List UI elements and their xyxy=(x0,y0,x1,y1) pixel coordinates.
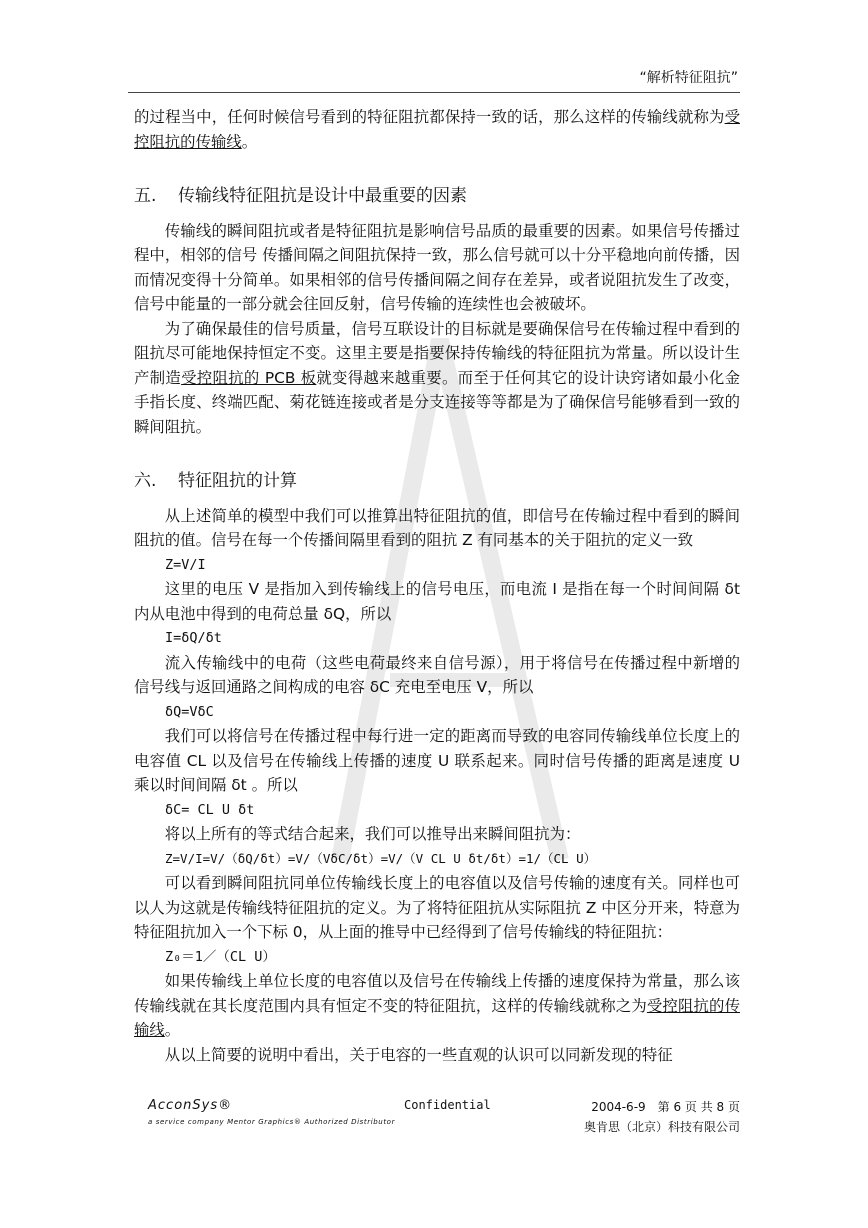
paragraph: 这里的电压 V 是指加入到传输线上的信号电压，而电流 I 是指在每一个时间间隔 δt 内从电池中得到的电荷总量 δQ，所以 xyxy=(134,580,740,623)
company-logo: AcconSys® xyxy=(148,1098,233,1113)
page-footer xyxy=(134,1098,740,1138)
section-title: 传输线特征阻抗是设计中最重要的因素 xyxy=(178,186,467,206)
paragraph: 我们可以将信号在传播过程中每行进一定的距离而导致的电容同传输线单位长度上的电容值 CL 以及信号在传输线上传播的速度 U 联系起来。同时信号传播的距离是速度 U 乘以时间间隔 δt 。所以 xyxy=(134,727,740,794)
header-divider xyxy=(128,92,740,93)
equation: I=δQ/δt xyxy=(165,630,222,646)
paragraph: 传输线的瞬间阻抗或者是特征阻抗是影响信号品质的最重要的因素。如果信号传播过程中，相邻的信号 传播间隔之间阻抗保持一致，那么信号就可以十分平稳地向前传播，因而情况变得十分简单。如果相邻的信号传播间隔之间存在差异，或者说阻抗发生了改变，信号中能量的一部分就会往回反射，信号传输的连续性也会被破坏。 xyxy=(134,221,740,313)
text: 。 xyxy=(164,1021,181,1039)
paragraph: 可以看到瞬间阻抗同单位传输线长度上的电容值以及信号传输的速度有关。同样也可以人为这就是传输线特征阻抗的定义。为了将特征阻抗从实际阻抗 Z 中区分开来，特意为特征阻抗加入一个下标 0，从上面的推导中已经得到了信号传输线的特征阻抗： xyxy=(134,874,740,941)
text: 的过程当中，任何时候信号看到的特征阻抗都保持一致的话，那么这样的传输线就称为 xyxy=(134,108,725,126)
paragraph: 将以上所有的等式结合起来，我们可以推导出来瞬间阻抗为： xyxy=(164,825,581,843)
document-body xyxy=(134,105,740,1067)
text: 为了确保最佳的信号质量，信号互联设计的目标就是要确保信号在传输过程中看到的阻抗尽可能地保持恒定不变。这里主要是指要保持传输线的特征阻抗为常量。所以设计生产制造 xyxy=(134,319,740,387)
equation: Z=V/I xyxy=(165,556,206,573)
section-title: 特征阻抗的计算 xyxy=(178,471,297,491)
underlined-term: 受控阻抗的 PCB 板 xyxy=(181,368,317,387)
footer-row xyxy=(134,1118,740,1138)
paragraph: 从上述简单的模型中我们可以推算出特征阻抗的值，即信号在传输过程中看到的瞬间阻抗的值。信号在每一个传播间隔里看到的阻抗 Z 有同基本的关于阻抗的定义一致 xyxy=(134,506,740,549)
underlined-term: 受控阻抗的传输线 xyxy=(134,108,740,151)
paragraph: 从以上简要的说明中看出，关于电容的一些直观的认识可以同新发现的特征 xyxy=(164,1045,673,1064)
section-number: 五. xyxy=(134,186,157,206)
section-heading xyxy=(134,184,740,209)
footer-row xyxy=(134,1098,740,1118)
paragraph xyxy=(134,969,740,1043)
text: 就变得越来越重要。而至于任何其它的设计诀窍诸如最小化金手指长度、终端匹配、菊花链连接或者是分支连接等等都是为了确保信号能够看到一致的瞬间阻抗。 xyxy=(134,368,740,436)
text: 。 xyxy=(241,132,258,151)
paragraph xyxy=(134,317,740,440)
section-number: 六. xyxy=(134,471,157,491)
equation: δC= CL U δt xyxy=(165,801,255,818)
equation: δQ=VδC xyxy=(165,703,214,720)
equation: Z₀＝1／（CL U） xyxy=(165,948,276,965)
page-info: 2004-6-9 第 6 页 共 8 页 xyxy=(591,1100,740,1114)
underlined-term: 受控阻抗的传输线 xyxy=(134,996,740,1039)
equation: Z=V/I=V/（δQ/δt）=V/（VδC/δt）=V/（V CL U δt/δt）=1/（CL U） xyxy=(165,850,597,866)
text: 如果传输线上单位长度的电容值以及信号在传输线上传播的速度保持为常量，那么该传输线就在其长度范围内具有恒定不变的特征阻抗，这样的传输线就称之为 xyxy=(134,972,740,1015)
company-name: 奥肯思（北京）科技有限公司 xyxy=(583,1120,740,1134)
section-heading xyxy=(134,469,740,494)
paragraph xyxy=(134,105,740,154)
footer-subtitle: a service company Mentor Graphics® Authorized Distributor xyxy=(148,1118,396,1126)
header-title: “解析特征阻抗” xyxy=(639,70,738,86)
confidential-label: Confidential xyxy=(404,1098,491,1112)
paragraph: 流入传输线中的电荷（这些电荷最终来自信号源），用于将信号在传播过程中新增的信号线与返回通路之间构成的电容 δC 充电至电压 V，所以 xyxy=(134,653,740,696)
